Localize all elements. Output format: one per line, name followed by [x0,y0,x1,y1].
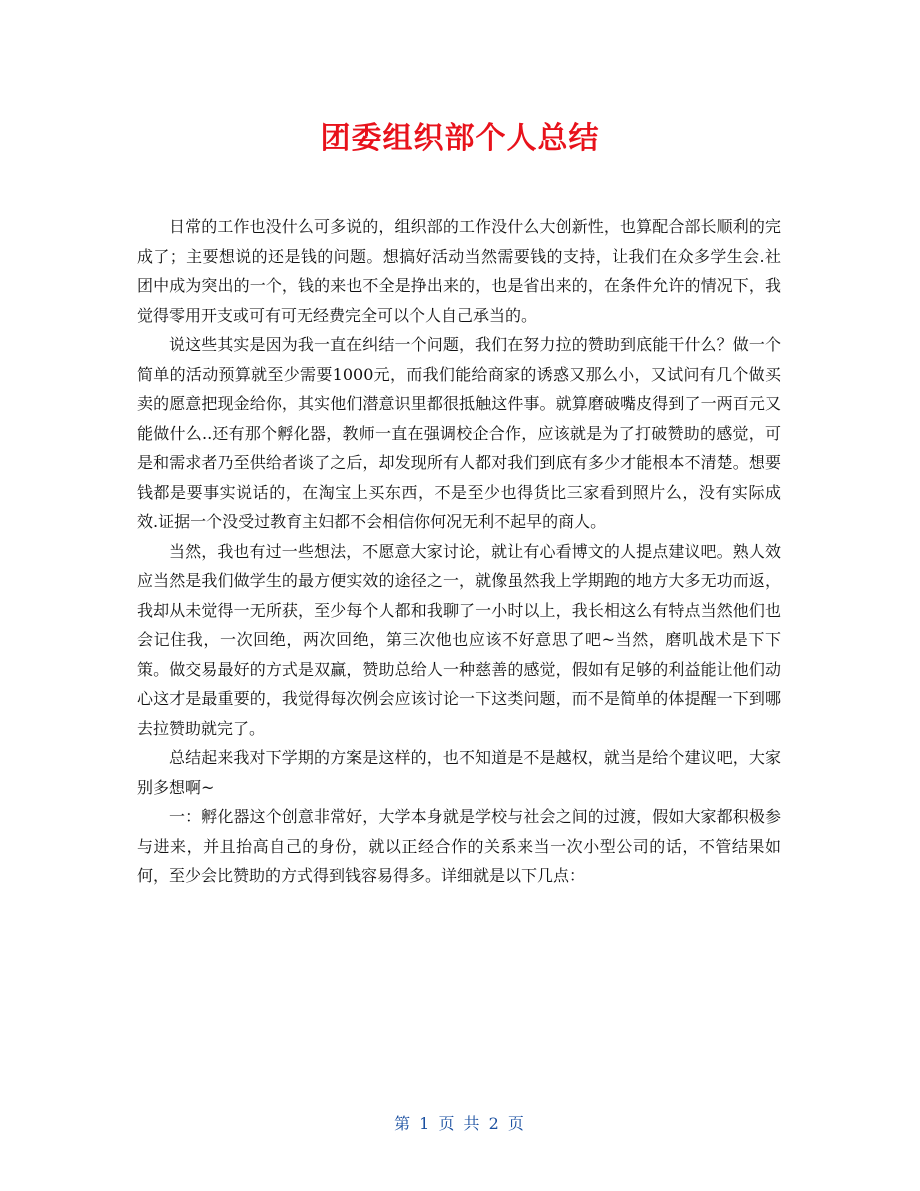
paragraph-5: 一：孵化器这个创意非常好，大学本身就是学校与社会之间的过渡，假如大家都积极参与进来，并且抬高自己的身份，就以正经合作的关系来当一次小型公司的话，不管结果如何，至少会比赞助的方式得到钱容易得多。详细就是以下几点： [137,807,781,885]
paragraph-3: 当然，我也有过一些想法，不愿意大家讨论，就让有心看博文的人提点建议吧。熟人效应当然是我们做学生的最方便实效的途径之一，就像虽然我上学期跑的地方大多无功而返，我却从未觉得一无所获，至少每个人都和我聊了一小时以上，我长相这么有特点当然他们也会记住我，一次回绝，两次回绝，第三次他也应该不好意思了吧~当然，磨叽战术是下下策。做交易最好的方式是双赢，赞助总给人一种慈善的感觉，假如有足够的利益能让他们动心这才是最重要的，我觉得每次例会应该讨论一下这类问题，而不是简单的体提醒一下到哪去拉赞助就完了。 [137,541,781,738]
paragraph-1: 日常的工作也没什么可多说的，组织部的工作没什么大创新性，也算配合部长顺利的完成了；主要想说的还是钱的问题。想搞好活动当然需要钱的支持，让我们在众多学生会.社团中成为突出的一个，钱的来也不全是挣出来的，也是省出来的，在条件允许的情况下，我觉得零用开支或可有可无经费完全可以个人自己承当的。 [137,217,781,325]
document-body [137,212,781,891]
paragraph-4: 总结起来我对下学期的方案是这样的，也不知道是不是越权，就当是给个建议吧，大家别多想啊~ [137,748,781,797]
page-title: 团委组织部个人总结 [320,121,600,156]
paragraph-2: 说这些其实是因为我一直在纠结一个问题，我们在努力拉的赞助到底能干什么？做一个简单的活动预算就至少需要1000元，而我们能给商家的诱惑又那么小，又试问有几个做买卖的愿意把现金给你，其实他们潜意识里都很抵触这件事。就算磨破嘴皮得到了一两百元又能做什么..还有那个孵化器，教师一直在强调校企合作，应该就是为了打破赞助的感觉，可是和需求者乃至供给者谈了之后，却发现所有人都对我们到底有多少才能根本不清楚。想要钱都是要事实说话的，在淘宝上买东西，不是至少也得货比三家看到照片么，没有实际成效.证据一个没受过教育主妇都不会相信你何况无利不起早的商人。 [137,335,781,531]
page-number-footer: 第 1 页 共 2 页 [394,1114,526,1133]
